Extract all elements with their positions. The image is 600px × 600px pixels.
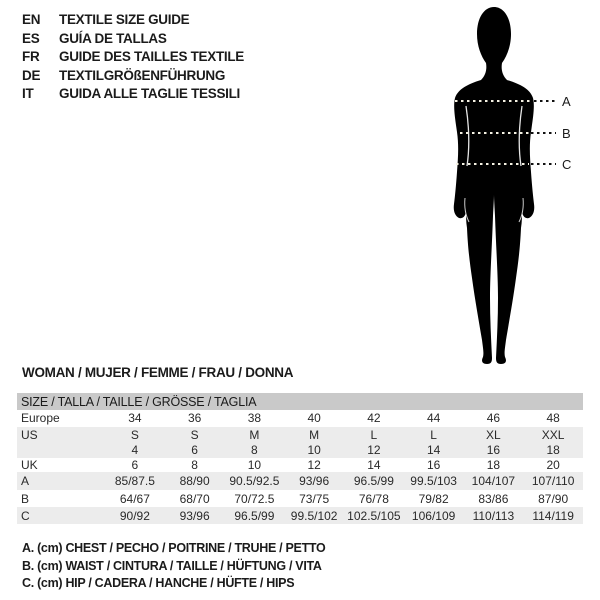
row-label: B	[21, 491, 30, 506]
row-label: US	[17, 427, 105, 443]
measurement-figure	[410, 0, 600, 375]
table-row-chest-a	[17, 472, 583, 490]
table-row-uk	[17, 458, 583, 472]
measure-label-b: B	[562, 126, 571, 141]
size-cell: 4	[105, 443, 165, 458]
language-row	[22, 48, 244, 67]
size-cell: 104/107	[464, 472, 524, 490]
table-row-europe	[17, 410, 583, 427]
size-cell: S	[105, 427, 165, 443]
language-title-list	[22, 11, 244, 104]
language-row	[22, 30, 244, 49]
legend-line-hip: C. (cm) HIP / CADERA / HANCHE / HÜFTE / HIPS	[22, 576, 295, 591]
language-code: IT	[22, 86, 34, 102]
size-cell: 42	[367, 411, 381, 426]
table-row-hip-c	[17, 507, 583, 524]
language-code: DE	[22, 67, 41, 83]
size-cell: 18	[523, 443, 583, 458]
row-label: C	[17, 507, 105, 524]
language-title: GUIDA ALLE TAGLIE TESSILI	[59, 86, 240, 102]
size-table-header: SIZE / TALLA / TAILLE / GRÖSSE / TAGLIA	[17, 393, 583, 410]
size-cell: 110/113	[464, 507, 524, 524]
language-title: GUÍA DE TALLAS	[59, 30, 167, 46]
measurement-legend	[22, 540, 325, 593]
language-row	[22, 85, 244, 104]
size-cell: XL	[464, 427, 524, 443]
table-row-waist-b	[17, 490, 583, 507]
size-cell: 114/119	[523, 507, 583, 524]
size-cell: 48	[546, 411, 560, 426]
size-cell: 73/75	[299, 491, 330, 506]
table-row-us-letters	[17, 427, 583, 443]
size-table	[17, 393, 583, 524]
row-label: UK	[21, 458, 38, 472]
language-title: TEXTILGRÖßENFÜHRUNG	[59, 67, 226, 83]
size-cell: 87/90	[538, 491, 569, 506]
size-cell: 90/92	[105, 507, 165, 524]
size-cell: 46	[486, 411, 501, 426]
size-cell: 14	[367, 458, 381, 472]
size-cell: 16	[464, 443, 524, 458]
size-cell: 83/86	[478, 491, 509, 506]
size-cell: 40	[307, 411, 321, 426]
size-cell: 96.5/99	[225, 507, 285, 524]
size-cell: 88/90	[165, 472, 225, 490]
row-label: A	[17, 472, 105, 490]
size-cell: 64/67	[119, 491, 150, 506]
size-cell: 44	[426, 411, 441, 426]
size-cell: 68/70	[179, 491, 210, 506]
size-cell: 70/72.5	[234, 491, 275, 506]
woman-silhouette-image	[454, 7, 535, 364]
size-cell: 99.5/103	[404, 472, 464, 490]
measure-label-c: C	[562, 157, 572, 172]
size-cell: 6	[165, 443, 225, 458]
size-cell: 34	[128, 411, 142, 426]
size-cell: 20	[546, 458, 560, 472]
table-row-us-numbers	[17, 443, 583, 458]
size-cell: 93/96	[165, 507, 225, 524]
legend-line-chest: A. (cm) CHEST / PECHO / POITRINE / TRUHE / PETTO	[22, 541, 326, 555]
size-cell: M	[225, 427, 285, 443]
size-cell: 12	[344, 443, 404, 458]
size-cell: 90.5/92.5	[225, 472, 285, 490]
row-label	[17, 443, 105, 458]
size-cell: 102.5/105	[344, 507, 404, 524]
size-cell: 106/109	[404, 507, 464, 524]
size-cell: XXL	[523, 427, 583, 443]
size-cell: 76/78	[358, 491, 389, 506]
size-cell: 85/87.5	[105, 472, 165, 490]
row-label: Europe	[21, 411, 60, 426]
size-cell: 36	[187, 411, 202, 426]
size-cell: 16	[426, 458, 441, 472]
size-cell: L	[344, 427, 404, 443]
size-cell: 18	[486, 458, 501, 472]
language-code: FR	[22, 49, 40, 65]
size-cell: M	[284, 427, 344, 443]
size-cell: 93/96	[284, 472, 344, 490]
size-cell: 6	[131, 458, 139, 472]
size-table-header-row	[17, 393, 583, 410]
size-cell: 107/110	[523, 472, 583, 490]
size-cell: 99.5/102	[284, 507, 344, 524]
measure-label-a: A	[562, 94, 571, 109]
size-cell: 14	[404, 443, 464, 458]
size-cell: 12	[307, 458, 321, 472]
section-title-woman: WOMAN / MUJER / FEMME / FRAU / DONNA	[22, 365, 294, 380]
size-cell: S	[165, 427, 225, 443]
size-cell: 38	[247, 411, 262, 426]
size-cell: 96.5/99	[344, 472, 404, 490]
legend-line-waist: B. (cm) WAIST / CINTURA / TAILLE / HÜFTUNG / VITA	[22, 558, 322, 573]
size-cell: 8	[191, 458, 198, 472]
language-title: GUIDE DES TAILLES TEXTILE	[59, 49, 245, 65]
size-cell: 8	[225, 443, 285, 458]
size-cell: 10	[247, 458, 262, 472]
language-row	[22, 11, 244, 30]
size-cell: L	[404, 427, 464, 443]
size-cell: 10	[284, 443, 344, 458]
language-title: TEXTILE SIZE GUIDE	[59, 12, 190, 27]
language-code: ES	[22, 30, 40, 46]
language-code: EN	[22, 12, 41, 27]
language-row	[22, 67, 244, 86]
size-cell: 79/82	[418, 491, 449, 506]
